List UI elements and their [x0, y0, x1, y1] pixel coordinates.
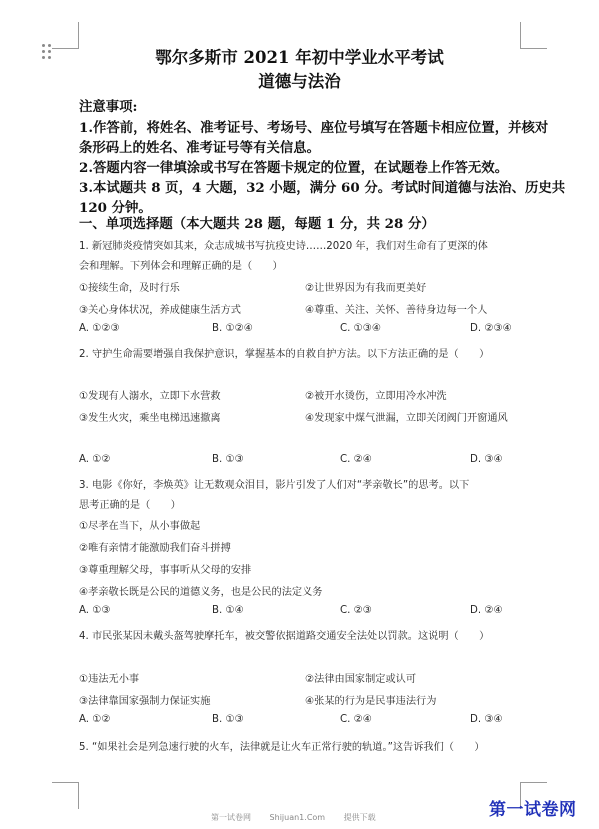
q4-statement-2: ②法律由国家制定或认可 — [305, 674, 417, 685]
section-heading: 一、单项选择题（本大题共 28 题，每题 1 分，共 28 分） — [79, 216, 435, 232]
q2-choice-c[interactable]: C. ②④ — [340, 454, 372, 465]
q3-choice-a[interactable]: A. ①③ — [79, 605, 111, 616]
q1-choice-c[interactable]: C. ①③④ — [340, 323, 381, 334]
q3-statement-3: ③尊重理解父母，事事听从父母的安排 — [79, 565, 252, 576]
q1-statement-2: ②让世界因为有我而更美好 — [305, 283, 427, 294]
question-1-line-2: 会和理解。下列体会和理解正确的是（ ） — [79, 261, 283, 272]
note-1-line-2: 条形码上的姓名、准考证号等有关信息。 — [79, 140, 321, 156]
q1-statement-4: ④尊重、关注、关怀、善待身边每一个人 — [305, 305, 488, 316]
q1-choice-b[interactable]: B. ①②④ — [212, 323, 253, 334]
crop-mark-bottom-left — [52, 782, 79, 809]
q2-choice-a[interactable]: A. ①② — [79, 454, 111, 465]
footer-site: 第一试卷网 — [211, 813, 251, 822]
q4-statement-1: ①违法无小事 — [79, 674, 140, 685]
q2-statement-1: ①发现有人溺水，立即下水营救 — [79, 391, 221, 402]
note-2: 2.答题内容一律填涂或书写在答题卡规定的位置，在试题卷上作答无效。 — [79, 160, 509, 176]
note-3-line-1: 3.本试题共 8 页，4 大题，32 小题，满分 60 分。考试时间道德与法治、历史共 — [79, 180, 566, 196]
q4-statement-4: ④张某的行为是民事违法行为 — [305, 696, 437, 707]
q3-statement-4: ④孝亲敬长既是公民的道德义务，也是公民的法定义务 — [79, 587, 323, 598]
question-3-line-2: 思考正确的是（ ） — [79, 500, 181, 511]
q2-statement-4: ④发现家中煤气泄漏，立即关闭阀门开窗通风 — [305, 413, 508, 424]
q2-statement-3: ③发生火灾，乘坐电梯迅速撤离 — [79, 413, 221, 424]
footer-url: Shijuan1.Com — [269, 813, 326, 822]
q3-choice-b[interactable]: B. ①④ — [212, 605, 244, 616]
note-3-line-2: 120 分钟。 — [79, 200, 152, 216]
q4-choice-d[interactable]: D. ③④ — [470, 714, 503, 725]
note-1-line-1: 1.作答前，将姓名、准考证号、考场号、座位号填写在答题卡相应位置，并核对 — [79, 120, 549, 136]
q1-choice-d[interactable]: D. ②③④ — [470, 323, 512, 334]
question-5-line-1: 5. “如果社会是列急速行驶的火车，法律就是让火车正常行驶的轨道。”这告诉我们（ ） — [79, 742, 485, 753]
footer-download: 提供下载 — [343, 813, 376, 822]
q4-choice-c[interactable]: C. ②④ — [340, 714, 372, 725]
footer-watermark — [211, 812, 392, 823]
q4-choice-b[interactable]: B. ①③ — [212, 714, 244, 725]
q4-choice-a[interactable]: A. ①② — [79, 714, 111, 725]
question-2-line-1: 2. 守护生命需要增强自我保护意识，掌握基本的自救自护方法。以下方法正确的是（ ） — [79, 349, 490, 360]
q2-choice-d[interactable]: D. ③④ — [470, 454, 503, 465]
brand-logo-text: 第一试卷网 — [489, 800, 577, 820]
q1-statement-3: ③关心身体状况，养成健康生活方式 — [79, 305, 241, 316]
q2-statement-2: ②被开水烫伤，立即用冷水冲洗 — [305, 391, 447, 402]
q1-choice-a[interactable]: A. ①②③ — [79, 323, 120, 334]
question-4-line-1: 4. 市民张某因未戴头盔驾驶摩托车，被交警依据道路交通安全法处以罚款。这说明（ ） — [79, 631, 490, 642]
q2-choice-b[interactable]: B. ①③ — [212, 454, 244, 465]
exam-title: 鄂尔多斯市 2021 年初中学业水平考试 — [155, 48, 444, 67]
q4-statement-3: ③法律靠国家强制力保证实施 — [79, 696, 211, 707]
q3-choice-d[interactable]: D. ②④ — [470, 605, 503, 616]
question-3-line-1: 3. 电影《你好，李焕英》让无数观众泪目，影片引发了人们对“孝亲敬长”的思考。以下 — [79, 480, 470, 491]
q3-statement-2: ②唯有亲情才能激励我们奋斗拼搏 — [79, 543, 231, 554]
q3-choice-c[interactable]: C. ②③ — [340, 605, 372, 616]
exam-subject: 道德与法治 — [258, 72, 341, 91]
q3-statement-1: ①尽孝在当下，从小事做起 — [79, 521, 201, 532]
q1-statement-1: ①接续生命，及时行乐 — [79, 283, 180, 294]
notes-heading: 注意事项: — [79, 99, 138, 115]
question-1-line-1: 1. 新冠肺炎疫情突如其来，众志成城书写抗疫史诗……2020 年，我们对生命有了更深的体 — [79, 241, 488, 252]
